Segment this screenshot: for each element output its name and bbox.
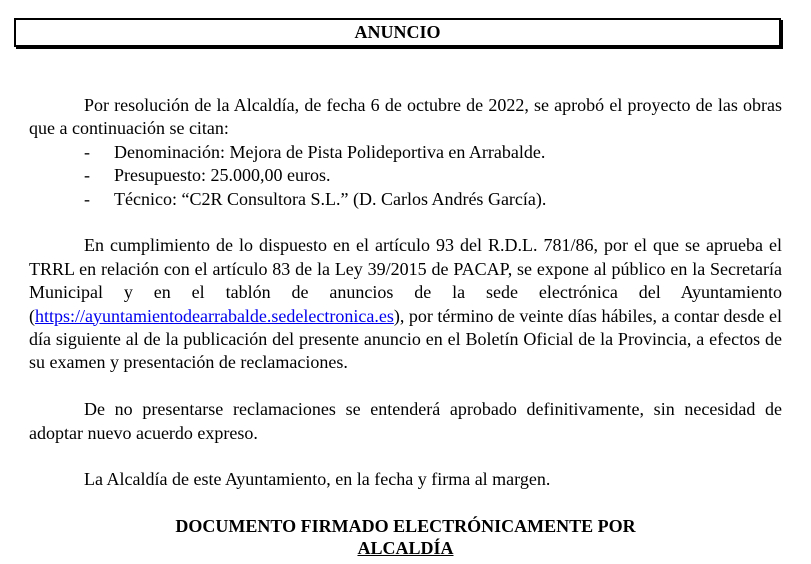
intro-paragraph: Por resolución de la Alcaldía, de fecha 6 de octubre de 2022, se aprobó el proyecto de las obras que a continuación se citan:	[29, 95, 782, 139]
signature-line-2: ALCALDÍA	[357, 538, 454, 559]
exposure-text-end: ), por término de veinte días hábiles, a contar desde el día siguiente al de la publicación del presente anuncio en el Boletín Oficial de la Provincia, a efectos de su examen y presentación de reclamaciones.	[29, 305, 782, 373]
title-box	[14, 18, 781, 47]
sede-electronica-link[interactable]: https://ayuntamientodearrabalde.sedelectronica.es	[35, 305, 394, 326]
project-details-list	[29, 141, 782, 211]
document-title: ANUNCIO	[354, 22, 441, 42]
list-dash: -	[84, 165, 90, 186]
list-item	[29, 141, 782, 164]
signature-line-1: DOCUMENTO FIRMADO ELECTRÓNICAMENTE POR	[175, 516, 636, 537]
list-item-text: Presupuesto: 25.000,00 euros.	[114, 165, 331, 186]
signature-note-paragraph: La Alcaldía de este Ayuntamiento, en la fecha y firma al margen.	[84, 469, 551, 490]
final-approval-paragraph: De no presentarse reclamaciones se entenderá aprobado definitivamente, sin necesidad de adoptar nuevo acuerdo expreso.	[29, 399, 782, 443]
list-item-text: Técnico: “C2R Consultora S.L.” (D. Carlos Andrés García).	[114, 188, 547, 209]
list-item-text: Denominación: Mejora de Pista Polideportiva en Arrabalde.	[114, 141, 546, 162]
list-item	[29, 164, 782, 187]
signature-block	[29, 515, 782, 559]
list-dash: -	[84, 141, 90, 162]
list-dash: -	[84, 188, 90, 209]
document-body	[29, 94, 782, 559]
list-item	[29, 188, 782, 211]
exposure-paragraph	[29, 234, 782, 374]
exposure-text-start: En cumplimiento de lo dispuesto en el artículo 93 del R.D.L. 781/86, por el que se aprueba el TRRL en relación con el artículo 83 de la Ley 39/2015 de PACAP, se expone al público en la Secretaría Municipal y en el tablón de anuncios de la sede electrónica del Ayuntamiento (	[29, 235, 782, 326]
